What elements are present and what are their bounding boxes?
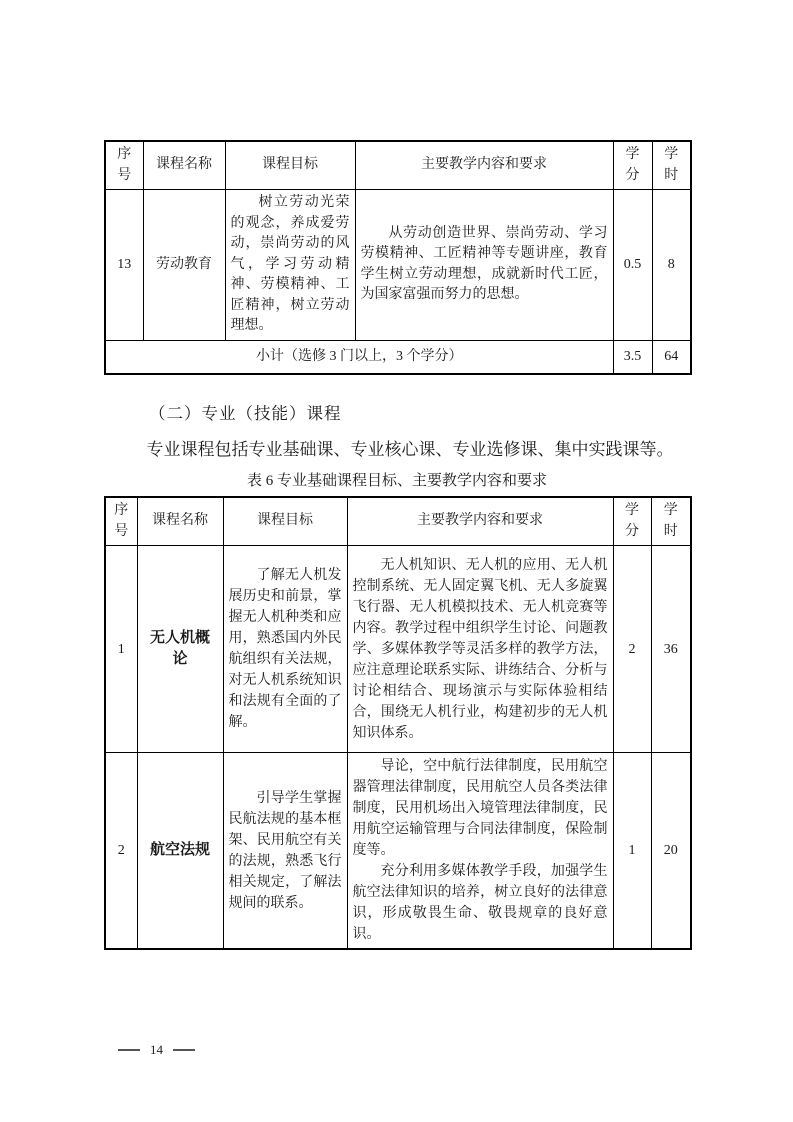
- header-hours: 学时: [651, 497, 691, 546]
- cell-credits: 2: [613, 546, 651, 753]
- header-no: 序号: [105, 497, 137, 546]
- header-hours: 学时: [652, 141, 691, 190]
- cell-no: 13: [105, 190, 143, 341]
- footer-dash-right: [173, 1049, 195, 1051]
- professional-basic-course-table: [104, 496, 692, 950]
- page-footer: [118, 1042, 195, 1058]
- cell-hours: 8: [652, 190, 691, 341]
- header-course-objectives: 课程目标: [223, 497, 347, 546]
- footer-dash-left: [118, 1049, 140, 1051]
- subtotal-credits: 3.5: [613, 340, 652, 374]
- table-row-uav-introduction: [105, 546, 691, 753]
- cell-content: 无人机知识、无人机的应用、无人机控制系统、无人固定翼飞机、无人多旋翼飞行器、无人机模拟技术、无人机竞赛等内容。教学过程中组织学生讨论、问题教学、多媒体教学等灵活多样的教学方法，应注意理论联系实际、讲练结合、分析与讨论相结合、现场演示与实际体验相结合，围绕无人机行业，构建初步的无人机知识体系。: [347, 546, 613, 753]
- header-main-content: 主要教学内容和要求: [355, 141, 613, 190]
- page-content: [104, 140, 690, 950]
- cell-credits: 0.5: [613, 190, 652, 341]
- cell-objectives: 引导学生掌握民航法规的基本框架、民用航空有关的法规，熟悉飞行相关规定，了解法规间的联系。: [223, 753, 347, 950]
- cell-content: 导论，空中航行法律制度，民用航空器管理法律制度，民用航空人员各类法律制度，民用机场出入境管理法律制度，民用航空运输管理与合同法律制度，保险制度等。 充分利用多媒体教学手段，加强学生航空法律知识的培养，树立良好的法律意识，形成敬畏生命、敬畏规章的良好意识。: [347, 753, 613, 950]
- header-credits: 学分: [613, 497, 651, 546]
- table2-header-row: [105, 497, 691, 546]
- header-course-name: 课程名称: [143, 141, 225, 190]
- cell-course-name: 航空法规: [137, 753, 223, 950]
- header-credits: 学分: [613, 141, 652, 190]
- cell-credits: 1: [613, 753, 651, 950]
- cell-objectives: 了解无人机发展历史和前景，掌握无人机种类和应用，熟悉国内外民航组织有关法规，对无人机系统知识和法规有全面的了解。: [223, 546, 347, 753]
- header-course-name: 课程名称: [137, 497, 223, 546]
- table1-header-row: [105, 141, 691, 190]
- cell-course-name: 劳动教育: [143, 190, 225, 341]
- table-row-aviation-regulations: [105, 753, 691, 950]
- page-number: 14: [150, 1042, 163, 1057]
- header-main-content: 主要教学内容和要求: [347, 497, 613, 546]
- subtotal-row: [105, 340, 691, 374]
- header-course-objectives: 课程目标: [225, 141, 355, 190]
- table-row-labor-education: [105, 190, 691, 341]
- header-no: 序号: [105, 141, 143, 190]
- cell-no: 2: [105, 753, 137, 950]
- cell-no: 1: [105, 546, 137, 753]
- section-paragraph: 专业课程包括专业基础课、专业核心课、专业选修课、集中实践课等。: [146, 440, 674, 459]
- elective-course-table: [104, 140, 692, 375]
- cell-course-name: 无人机概论: [137, 546, 223, 753]
- table-caption: 表 6 专业基础课程目标、主要教学内容和要求: [246, 473, 547, 489]
- subtotal-label: 小计（选修 3 门以上，3 个学分）: [105, 340, 613, 374]
- cell-hours: 20: [651, 753, 691, 950]
- subtotal-hours: 64: [652, 340, 691, 374]
- cell-objectives: 树立劳动光荣的观念，养成爱劳动，崇尚劳动的风气，学习劳动精神、劳模精神、工匠精神，树立劳动理想。: [225, 190, 355, 341]
- cell-content: 从劳动创造世界、崇尚劳动、学习劳模精神、工匠精神等专题讲座，教育学生树立劳动理想，成就新时代工匠，为国家富强而努力的思想。: [355, 190, 613, 341]
- cell-hours: 36: [651, 546, 691, 753]
- section-heading: （二）专业（技能）课程: [149, 404, 342, 423]
